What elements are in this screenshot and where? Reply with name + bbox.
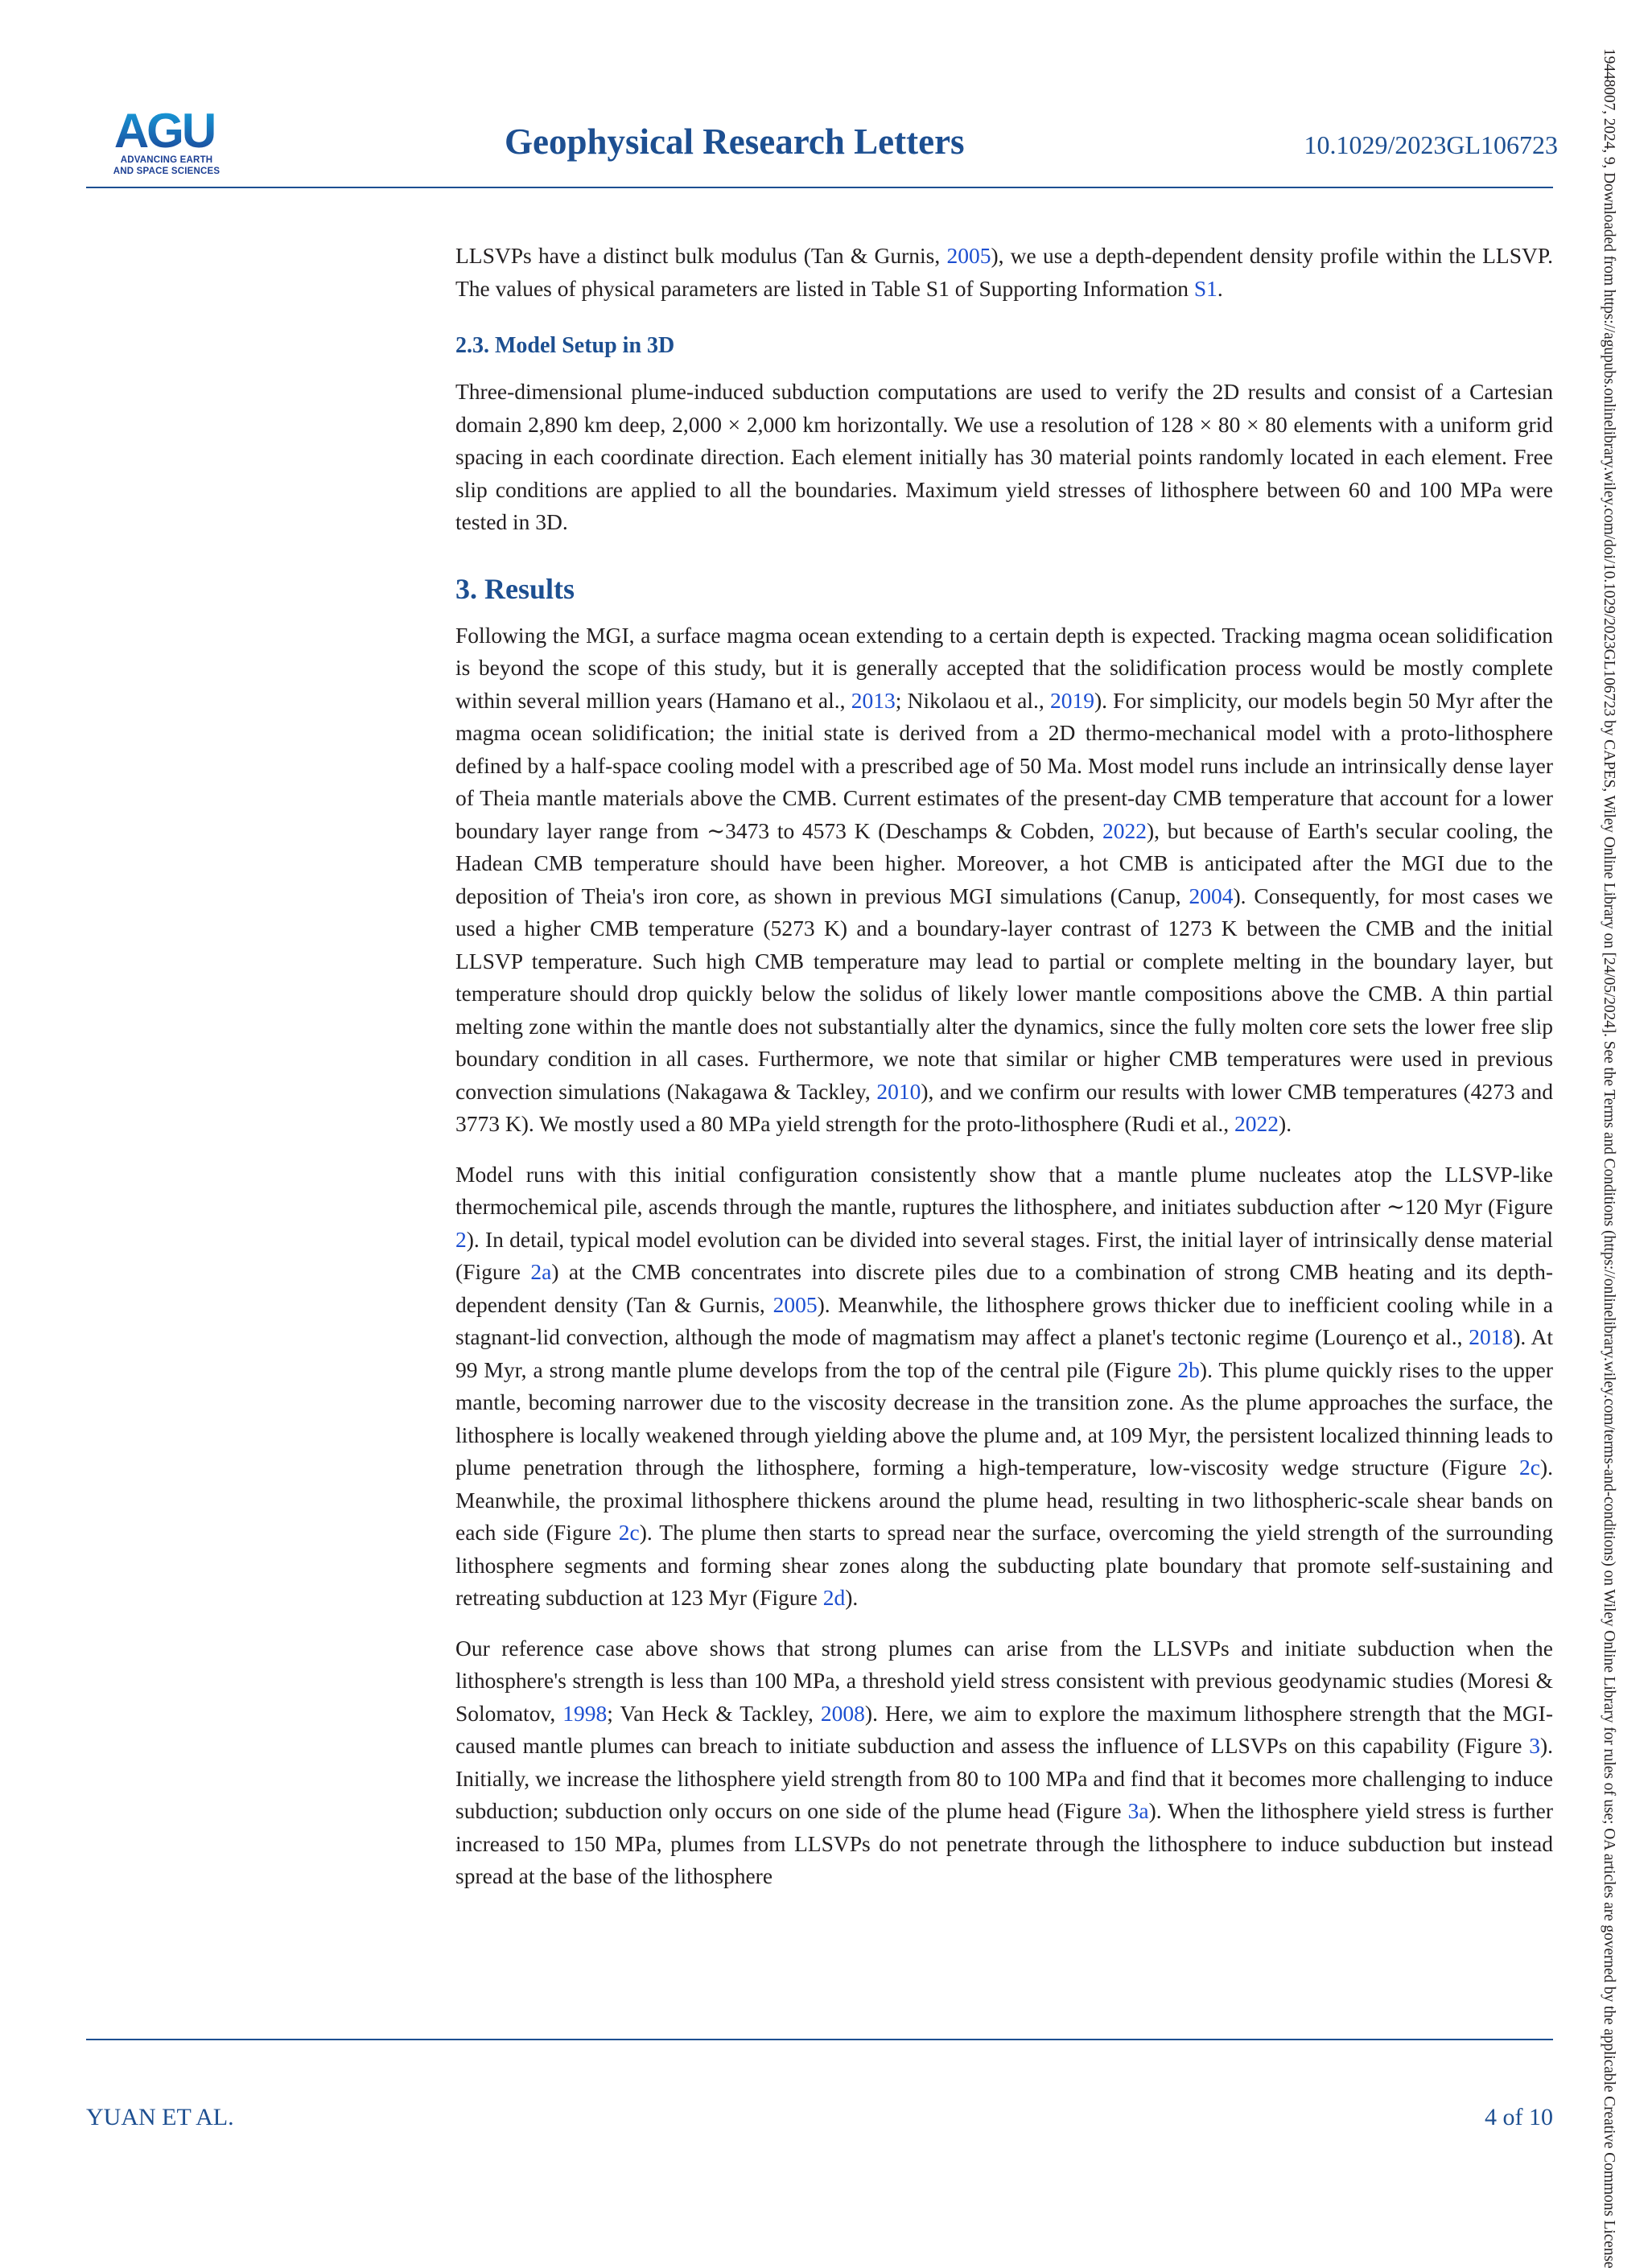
paragraph-text: ). Initially, we increase the lithosphere yield strength from 80 to 100 MPa and find that it becomes more challenging to induce subduction; subduction only occurs on one side of the plume head (Figure <box>455 1733 1553 1823</box>
paragraph-results-1 <box>455 619 1553 1141</box>
citation-link[interactable]: 2005 <box>772 1291 818 1317</box>
header-divider <box>86 187 1553 188</box>
citation-link[interactable]: 2c <box>618 1520 640 1545</box>
paragraph-text: ; Nikolaou et al., <box>895 687 1050 713</box>
agu-logo-mark <box>113 104 215 158</box>
paragraph-text: ). The plume then starts to spread near the surface, overcoming the yield strength of the surrounding lithosphere segments and forming shear zones along the subducting plate boundary that promote self-sustaining and retreating subduction at 123 Myr (Figure <box>455 1520 1553 1610</box>
footer-authors: YUAN ET AL. <box>86 2104 234 2130</box>
section-heading-results: 3. Results <box>455 572 575 605</box>
paragraph-text: ). <box>1279 1111 1292 1136</box>
citation-link[interactable]: 2b <box>1177 1356 1200 1382</box>
citation-link[interactable]: 3a <box>1127 1798 1149 1823</box>
citation-link[interactable]: 2019 <box>1049 687 1094 713</box>
citation-link[interactable]: 2a <box>530 1259 552 1284</box>
paragraph-results-2 <box>455 1159 1553 1615</box>
section-heading-2-3: 2.3. Model Setup in 3D <box>455 333 675 358</box>
agu-logo[interactable] <box>86 104 239 187</box>
paragraph-text: ) at the CMB concentrates into discrete piles due to a combination of strong CMB heating and its depth-dependent density (Tan & Gurnis, <box>455 1259 1553 1317</box>
citation-link[interactable]: 2010 <box>876 1078 921 1104</box>
paragraph-model-setup-3d <box>455 376 1553 539</box>
paragraph-text: ). In detail, typical model evolution can be divided into several stages. First, the initial layer of intrinsically dense material (Figure <box>455 1226 1553 1284</box>
download-notice-sidebar: 19448007, 2024, 9, Downloaded from https://agupubs.onlinelibrary.wiley.com/doi/10.1029/2023GL106723 by CAPES, Wiley Online Library on [24/05/2024]. See the Terms and Conditions (https://onlinelibrary.wiley.com/terms-and-conditions) on Wiley Online Library for rules of use; OA articles are governed by the applicable Creative Commons License <box>1601 48 1617 2268</box>
agu-logo-text: AGU <box>113 104 215 158</box>
paragraph-text: ). Meanwhile, the proximal lithosphere thickens around the plume head, resulting in two lithospheric-scale shear bands on each side (Figure <box>455 1455 1553 1545</box>
paragraph-text: Our reference case above shows that strong plumes can arise from the LLSVPs and initiate subduction when the lithosphere's strength is less than 100 MPa, a threshold yield stress consistent with previous geodynamic studies (Moresi & Solomatov, <box>455 1635 1553 1726</box>
paragraph-text: ). At 99 Myr, a strong mantle plume develops from the top of the central pile (Figure <box>455 1324 1554 1382</box>
citation-link[interactable]: 2022 <box>1102 817 1147 843</box>
journal-title[interactable]: Geophysical Research Letters <box>505 121 965 162</box>
citation-link[interactable]: 2 <box>455 1226 467 1252</box>
citation-link[interactable]: 1998 <box>562 1700 608 1726</box>
paragraph-text: ). Consequently, for most cases we used a higher CMB temperature (5273 K) and a boundary-layer contrast of 1273 K between the CMB and the initial LLSVP temperature. Such high CMB temperature may lead to partial or complete melting in the boundary layer, but temperature should drop quickly below the solidus of likely lower mantle compositions above the CMB. A thin partial melting zone within the mantle does not substantially alter the dynamics, since the fully molten core sets the lower free slip boundary condition in all cases. Furthermore, we note that similar or higher CMB temperatures were used in previous convection simulations (Nakagawa & Tackley, <box>455 883 1554 1104</box>
paragraph-text: Three-dimensional plume-induced subduction computations are used to verify the 2D results and consist of a Cartesian domain 2,890 km deep, 2,000 × 2,000 km horizontally. We use a resolution of 128 × 80 × 80 elements with a uniform grid spacing in each coordinate direction. Each element initially has 30 material points randomly located in each element. Free slip conditions are applied to all the boundaries. Maximum yield stresses of lithosphere between 60 and 100 MPa were tested in 3D. <box>455 379 1553 534</box>
citation-link[interactable]: 2013 <box>851 687 896 713</box>
paragraph-text: ). When the lithosphere yield stress is further increased to 150 MPa, plumes from LLSVPs do not penetrate through the lithosphere to induce subduction but instead spread at the base of the lithosphere <box>455 1798 1554 1888</box>
paragraph-text: Following the MGI, a surface magma ocean extending to a certain depth is expected. Tracking magma ocean solidification is beyond the scope of this study, but it is generally accepted that the solidification process would be mostly complete within several million years (Hamano et al., <box>455 622 1553 713</box>
footer-page-number: 4 of 10 <box>1485 2104 1553 2130</box>
paragraph-text: ). <box>845 1585 859 1610</box>
paragraph-text: Model runs with this initial configuration consistently show that a mantle plume nucleates atop the LLSVP-like thermochemical pile, ascends through the mantle, ruptures the lithosphere, and initiates subduction after ∼120 Myr (Figure <box>455 1161 1553 1219</box>
paragraph-text: ), we use a depth-dependent density profile within the LLSVP. The values of physical parameters are listed in Table S1 of Supporting Information <box>455 243 1554 301</box>
logo-tagline-2: AND SPACE SCIENCES <box>113 167 220 176</box>
paragraph-text: ), but because of Earth's secular cooling, the Hadean CMB temperature should have been higher. Moreover, a hot CMB is anticipated after the MGI due to the deposition of Theia's iron core, as shown in previous MGI simulations (Canup, <box>455 817 1554 908</box>
article-body <box>455 240 1553 1893</box>
citation-link[interactable]: 2d <box>822 1585 846 1610</box>
footer-divider <box>86 2039 1553 2040</box>
paragraph-text: ). This plume quickly rises to the upper mantle, becoming narrower due to the viscosity decrease in the transition zone. As the plume approaches the surface, the lithosphere is locally weakened through yielding above the plume and, at 109 Myr, the persistent localized thinning leads to plume penetration through the lithosphere, forming a high-temperature, low-viscosity wedge structure (Figure <box>455 1356 1553 1480</box>
citation-link[interactable]: 2005 <box>946 243 991 268</box>
paragraph-text: ). For simplicity, our models begin 50 Myr after the magma ocean solidification; the initial state is derived from a 2D thermo-mechanical model with a proto-lithosphere defined by a half-space cooling model with a prescribed age of 50 Ma. Most model runs include an intrinsically dense layer of Theia mantle materials above the CMB. Current estimates of the present-day CMB temperature that account for a lower boundary layer range from ∼3473 to 4573 K (Deschamps & Cobden, <box>455 687 1553 843</box>
citation-link[interactable]: 2008 <box>820 1700 865 1726</box>
paragraph-text: . <box>1217 275 1223 301</box>
citation-link[interactable]: 2022 <box>1234 1111 1279 1136</box>
paragraph-text: ), and we confirm our results with lower CMB temperatures (4273 and 3773 K). We mostly used a 80 MPa yield strength for the proto-lithosphere (Rudi et al., <box>455 1078 1554 1136</box>
doi-link[interactable]: 10.1029/2023GL106723 <box>1304 130 1558 159</box>
citation-link[interactable]: 3 <box>1529 1733 1540 1758</box>
citation-link[interactable]: 2004 <box>1189 883 1234 908</box>
logo-tagline-1: ADVANCING EARTH <box>120 155 213 165</box>
citation-link[interactable]: 2c <box>1518 1455 1540 1480</box>
citation-link[interactable]: 2018 <box>1469 1324 1514 1349</box>
paragraph-results-3 <box>455 1632 1553 1893</box>
paragraph-text: ). Here, we aim to explore the maximum lithosphere strength that the MGI-caused mantle plumes can breach to initiate subduction and assess the influence of LLSVPs on this capability (Figure <box>455 1700 1553 1758</box>
paragraph-intro <box>455 240 1553 305</box>
paragraph-text: ; Van Heck & Tackley, <box>607 1700 821 1726</box>
paragraph-text: LLSVPs have a distinct bulk modulus (Tan & Gurnis, <box>455 243 947 268</box>
paragraph-text: ). Meanwhile, the lithosphere grows thicker due to inefficient cooling while in a stagnant-lid convection, although the mode of magmatism may affect a planet's tectonic regime (Lourenço et al., <box>455 1291 1553 1349</box>
citation-link[interactable]: S1 <box>1193 275 1217 301</box>
